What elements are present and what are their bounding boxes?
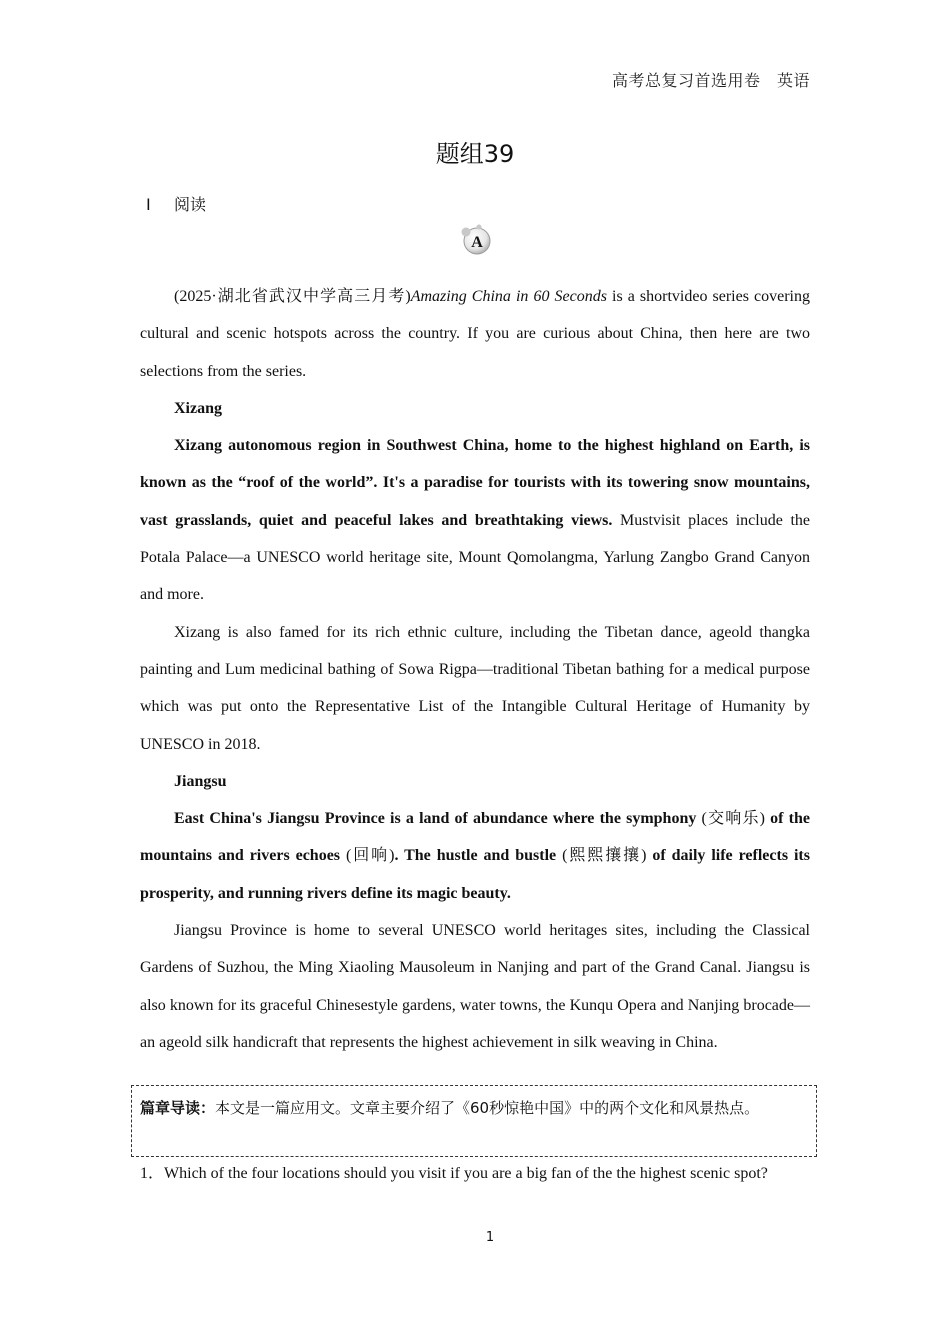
gloss-hustle: (熙熙攘攘)	[562, 847, 647, 865]
xizang-bold-sentence: Xizang autonomous region in Southwest China, home to the highest highland on Earth, is known as the “roof of the world”. It's a paradise for tourists with its towering snow mountains, vast grasslands, quiet and peaceful lakes and breathtaking views.	[140, 437, 810, 529]
jiangsu-heading: Jiangsu	[174, 772, 227, 790]
xizang-heading: Xizang	[174, 399, 222, 417]
question-1	[140, 1160, 768, 1188]
jiangsu-paragraph-1	[140, 800, 810, 912]
xizang-rest: Mustvisit places include the Potala Palace—a UNESCO world heritage site, Mount Qomolangma, Yarlung Zangbo Grand Canyon and more.	[140, 511, 810, 604]
section-label	[146, 192, 206, 215]
guide-box	[131, 1085, 817, 1157]
jiangsu-paragraph-2: Jiangsu Province is home to several UNESCO world heritages sites, including the Classical Gardens of Suzhou, the Ming Xiaoling Mausoleum in Nanjing and part of the Grand Canal. Jiangsu is also known for its graceful Chinesestyle gardens, water towns, the Kunqu Opera and Nanjing brocade—an ageold silk handicraft that represents the highest achievement in silk weaving in China.	[140, 922, 810, 1051]
jiangsu-bold-a: East China's Jiangsu Province is a land of abundance where the symphony	[174, 810, 702, 828]
intro-text: is a shortvideo series covering cultural and scenic hotspots across the country. If you are curious about China, then here are two selections from the series.	[140, 288, 810, 380]
intro-paragraph	[140, 278, 810, 390]
jiangsu-bold-g: of daily life reflects its prosperity, and running rivers define its magic beauty.	[140, 847, 810, 902]
guide-lead: 篇章导读：	[140, 1099, 216, 1117]
jiangsu-bold-e: . The hustle and bustle	[394, 847, 563, 865]
badge-circle-icon	[459, 222, 493, 256]
badge-letter: A	[471, 234, 483, 251]
intro-source: (2025·湖北省武汉中学高三月考)	[174, 288, 411, 305]
question-text: Which of the four locations should you visit if you are a big fan of the the highest scenic spot?	[164, 1165, 768, 1182]
xizang-paragraph-1	[140, 427, 810, 613]
section-number: Ⅰ	[146, 197, 151, 214]
article	[140, 278, 810, 1061]
page-number: 1	[485, 1230, 495, 1245]
section-text: 阅读	[174, 195, 207, 214]
page-title: 题组39	[435, 140, 515, 168]
passage-badge	[459, 222, 493, 256]
jiangsu-bold-c: of the mountains and rivers echoes	[140, 810, 811, 865]
gloss-symphony: (交响乐)	[701, 810, 765, 828]
header-note: 高考总复习首选用卷 英语	[611, 71, 810, 90]
question-number: 1．	[140, 1165, 165, 1182]
guide-text: 本文是一篇应用文。文章主要介绍了《60秒惊艳中国》中的两个文化和风景热点。	[215, 1099, 760, 1117]
series-title: Amazing China in 60 Seconds	[410, 288, 607, 305]
xizang-paragraph-2: Xizang is also famed for its rich ethnic culture, including the Tibetan dance, ageold thangka painting and Lum medicinal bathing of Sowa Rigpa—traditional Tibetan bathing for a medical purpose which was put onto the Representative List of the Intangible Cultural Heritage of Humanity by UNESCO in 2018.	[140, 623, 810, 753]
gloss-echoes: (回响)	[345, 847, 395, 865]
